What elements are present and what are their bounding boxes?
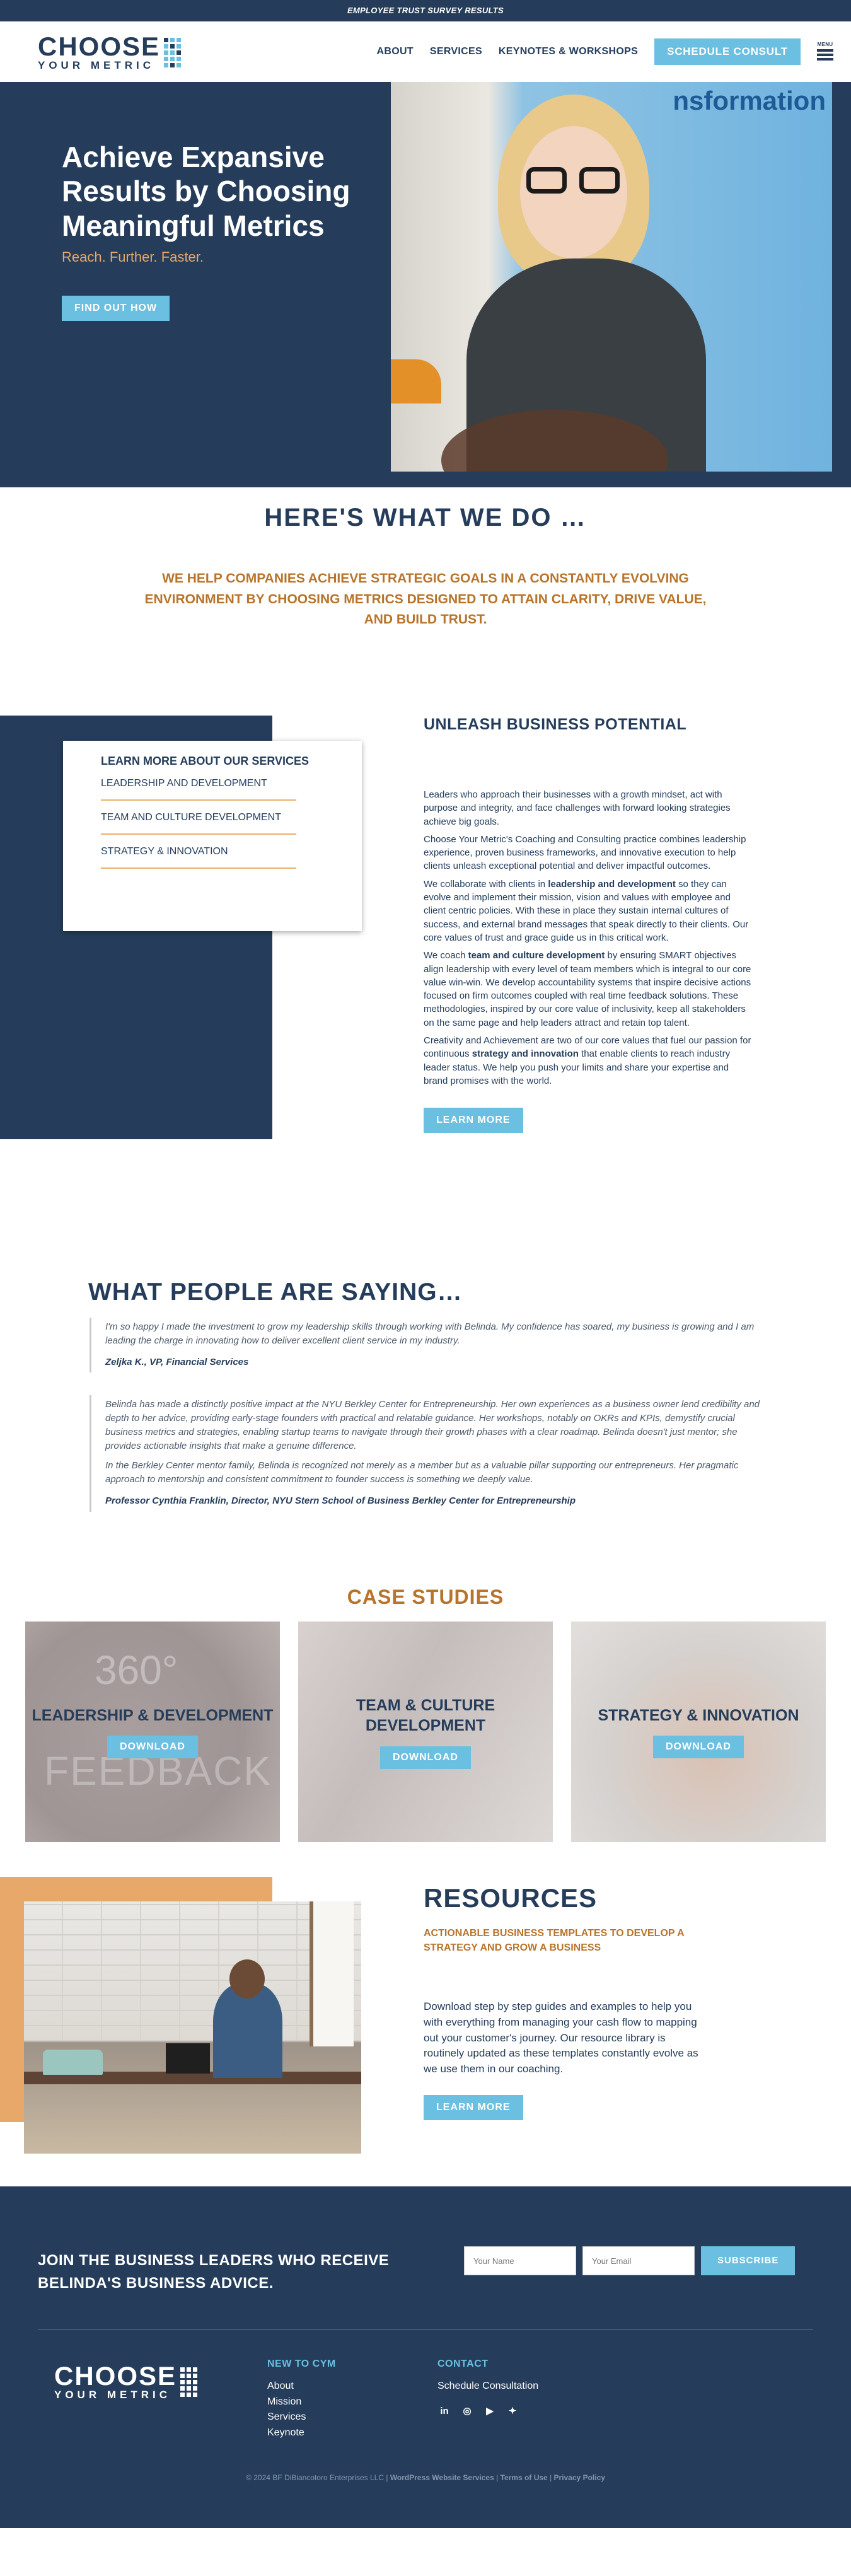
testimonial-text: Belinda has made a distinctly positive impact at the NYU Berkley Center for Entrepreneurship. Her own experiences as a business owner lend credibility and depth to her advice, providing early-stage founders with practical and relatable guidance. Her workshops, notably on OKRs and KPIs, demystify crucial business metrics and strategies, enabling startup teams to navigate through their growth phases with a clear roadmap. Belinda doesn't just mentor; she provides actionable insights that make a genuine difference. xyxy=(105,1399,760,1451)
what-we-do-section xyxy=(0,487,851,716)
services-paragraph: We collaborate with clients in leadership and development so they can evolve and implement their mission, vision and values with employee and client centric policies. With these in place they sustain internal cultures of success, and external brand messages that speak directly to their clients. Our core values of trust and grace guide us in this critical work. xyxy=(424,878,749,943)
hero-subtitle: Reach. Further. Faster. xyxy=(62,248,204,265)
footer-link-keynote[interactable]: Keynote xyxy=(267,2427,304,2439)
privacy-link[interactable]: Privacy Policy xyxy=(553,2473,605,2482)
testimonial-author: Zeljka K., VP, Financial Services xyxy=(105,1356,249,1367)
resources-subheading: ACTIONABLE BUSINESS TEMPLATES TO DEVELOP A STRATEGY AND GROW A BUSINESS xyxy=(424,1928,685,1954)
nav-services[interactable]: SERVICES xyxy=(429,46,482,57)
footer-column-new-to-cym xyxy=(267,2357,336,2441)
case-study-card-team-culture[interactable] xyxy=(298,1622,553,1842)
newsletter-heading: JOIN THE BUSINESS LEADERS WHO RECEIVE BELINDA'S BUSINESS ADVICE. xyxy=(38,2252,390,2292)
email-input[interactable] xyxy=(582,2246,695,2275)
footer-link-mission[interactable]: Mission xyxy=(267,2396,302,2407)
resources-description: Download step by step guides and examples to help you with everything from managing your cash flow to mapping out your customer's journey. Our resource library is routinely updated as these templates constantly evolve as we use them in our coaching. xyxy=(424,2000,698,2075)
footer-logo-word-choose: CHOOSE xyxy=(54,2361,177,2391)
menu-label: MENU xyxy=(817,41,833,47)
footer-column-title: CONTACT xyxy=(437,2358,489,2369)
testimonial xyxy=(90,1318,763,1372)
resources-section xyxy=(0,1877,851,2186)
case-study-title: LEADERSHIP & DEVELOPMENT xyxy=(32,1706,274,1724)
services-paragraph: Creativity and Achievement are two of our core values that fuel our passion for continuous strategy and innovation that enable clients to reach industry leader status. We help you push your limits and share your expertise and brand promises with the world. xyxy=(424,1035,751,1086)
testimonial xyxy=(90,1395,763,1511)
hero-title: Achieve Expansive Results by Choosing Meaningful Metrics xyxy=(62,141,350,242)
footer-logo-word-your-metric: YOUR METRIC xyxy=(54,2389,171,2401)
announcement-bar[interactable] xyxy=(0,0,851,21)
what-we-do-heading: HERE'S WHAT WE DO … xyxy=(264,504,587,531)
footer-link-about[interactable]: About xyxy=(267,2380,294,2391)
case-study-card-leadership[interactable] xyxy=(25,1622,280,1842)
case-studies-section xyxy=(0,1586,851,1877)
whiteboard-text: nsformation xyxy=(673,86,826,115)
services-section xyxy=(0,716,851,1279)
find-out-how-button[interactable]: FIND OUT HOW xyxy=(62,296,170,321)
services-heading: UNLEASH BUSINESS POTENTIAL xyxy=(424,716,687,733)
download-button[interactable]: DOWNLOAD xyxy=(380,1746,471,1769)
subscribe-button[interactable]: SUBSCRIBE xyxy=(701,2246,795,2275)
announcement-link[interactable]: EMPLOYEE TRUST SURVEY RESULTS xyxy=(347,6,504,15)
services-card-title: LEARN MORE ABOUT OUR SERVICES xyxy=(101,755,310,767)
copyright: © 2024 BF DiBiancotoro Enterprises LLC | WordPress Website Services | Terms of Use | Privacy Policy xyxy=(246,2473,605,2482)
service-link-leadership[interactable]: LEADERSHIP AND DEVELOPMENT xyxy=(101,778,324,801)
logo-word-choose: CHOOSE xyxy=(38,31,161,61)
testimonial-text: In the Berkley Center mentor family, Belinda is recognized not merely as a member but as a valuable pillar supporting our entrepreneurs. Her pragmatic approach to mentorship and consistent commitment to founder success is something we deeply value. xyxy=(105,1460,739,1485)
services-card xyxy=(63,741,362,931)
testimonials-heading: WHAT PEOPLE ARE SAYING… xyxy=(88,1279,463,1306)
twitter-icon[interactable]: ✦ xyxy=(508,2405,517,2416)
services-paragraph: We coach team and culture development by ensuring SMART objectives align leadership with every level of team members which is integral to our core value win-win. We develop accountability systems that inspire decisive actions focused on firm outcomes coupled with real time feedback solutions. These methodologies, inspired by our core value of inclusivity, keep all stakeholders on the same page and help leaders attract and retain top talent. xyxy=(424,950,751,1028)
logo-grid-icon xyxy=(164,38,181,67)
case-studies-heading: CASE STUDIES xyxy=(347,1586,504,1608)
services-content xyxy=(424,716,751,1133)
instagram-icon[interactable]: ◎ xyxy=(463,2405,472,2416)
hero-section xyxy=(0,82,851,487)
hamburger-icon xyxy=(817,47,833,62)
resources-content xyxy=(424,1883,701,2120)
main-nav xyxy=(377,38,834,65)
nav-about[interactable]: ABOUT xyxy=(376,46,414,57)
download-button[interactable]: DOWNLOAD xyxy=(653,1736,744,1758)
footer-logo-text xyxy=(54,2363,177,2400)
youtube-icon[interactable]: ▶ xyxy=(486,2405,494,2416)
testimonials-section xyxy=(0,1279,851,1586)
footer-link-schedule-consultation[interactable]: Schedule Consultation xyxy=(437,2380,539,2391)
logo[interactable] xyxy=(38,33,181,71)
resources-heading: RESOURCES xyxy=(424,1883,598,1913)
name-input[interactable] xyxy=(464,2246,576,2275)
case-study-title: STRATEGY & INNOVATION xyxy=(598,1706,799,1724)
footer-logo-grid-icon xyxy=(180,2367,197,2397)
services-body xyxy=(424,788,751,1088)
resources-photo xyxy=(24,1901,361,2154)
newsletter-form xyxy=(464,2246,795,2275)
site-header xyxy=(0,21,851,82)
hero-text xyxy=(62,140,377,321)
wordpress-services-link[interactable]: WordPress Website Services xyxy=(390,2473,494,2482)
service-link-team-culture[interactable]: TEAM AND CULTURE DEVELOPMENT xyxy=(101,812,324,835)
resources-learn-more-button[interactable]: LEARN MORE xyxy=(424,2095,523,2120)
hero-photo xyxy=(391,82,832,472)
footer-logo[interactable] xyxy=(54,2363,197,2400)
social-links xyxy=(437,2405,538,2418)
download-button[interactable]: DOWNLOAD xyxy=(107,1736,198,1758)
logo-text xyxy=(38,33,160,71)
nav-keynotes-workshops[interactable]: KEYNOTES & WORKSHOPS xyxy=(498,46,639,57)
case-study-title: TEAM & CULTURE DEVELOPMENT xyxy=(356,1696,495,1734)
site-footer xyxy=(0,2186,851,2528)
service-link-strategy[interactable]: STRATEGY & INNOVATION xyxy=(101,846,324,869)
terms-link[interactable]: Terms of Use xyxy=(500,2473,548,2482)
services-paragraph: Choose Your Metric's Coaching and Consulting practice combines leadership experience, proven business frameworks, and innovative execution to help clients unleash exceptional potential and deliver impactful outcomes. xyxy=(424,833,746,872)
logo-word-your-metric: YOUR METRIC xyxy=(38,59,154,71)
testimonial-author: Professor Cynthia Franklin, Director, NYU Stern School of Business Berkley Center for Entrepreneurship xyxy=(105,1495,576,1506)
mission-statement: WE HELP COMPANIES ACHIEVE STRATEGIC GOALS IN A CONSTANTLY EVOLVING ENVIRONMENT BY CHOOSING METRICS DESIGNED TO ATTAIN CLARITY, DRIVE VALUE, AND BUILD TRUST. xyxy=(144,571,707,627)
menu-button[interactable] xyxy=(817,42,833,62)
footer-link-services[interactable]: Services xyxy=(267,2411,306,2423)
services-paragraph: Leaders who approach their businesses with a growth mindset, act with purpose and integrity, and face challenges with forward looking strategies achieve big goals. xyxy=(424,789,731,827)
linkedin-icon[interactable]: in xyxy=(440,2405,449,2416)
footer-divider xyxy=(38,2329,813,2330)
footer-column-contact xyxy=(437,2357,538,2418)
case-study-card-strategy[interactable] xyxy=(571,1622,826,1842)
schedule-consult-button[interactable]: SCHEDULE CONSULT xyxy=(654,38,801,65)
testimonial-text: I'm so happy I made the investment to grow my leadership skills through working with Belinda. My confidence has soared, my business is growing and I am leading the charge in innovating how to deliver excellent client service in my industry. xyxy=(105,1321,755,1346)
case-studies-row xyxy=(0,1622,851,1842)
footer-column-title: NEW TO CYM xyxy=(267,2358,336,2369)
services-learn-more-button[interactable]: LEARN MORE xyxy=(424,1108,523,1133)
